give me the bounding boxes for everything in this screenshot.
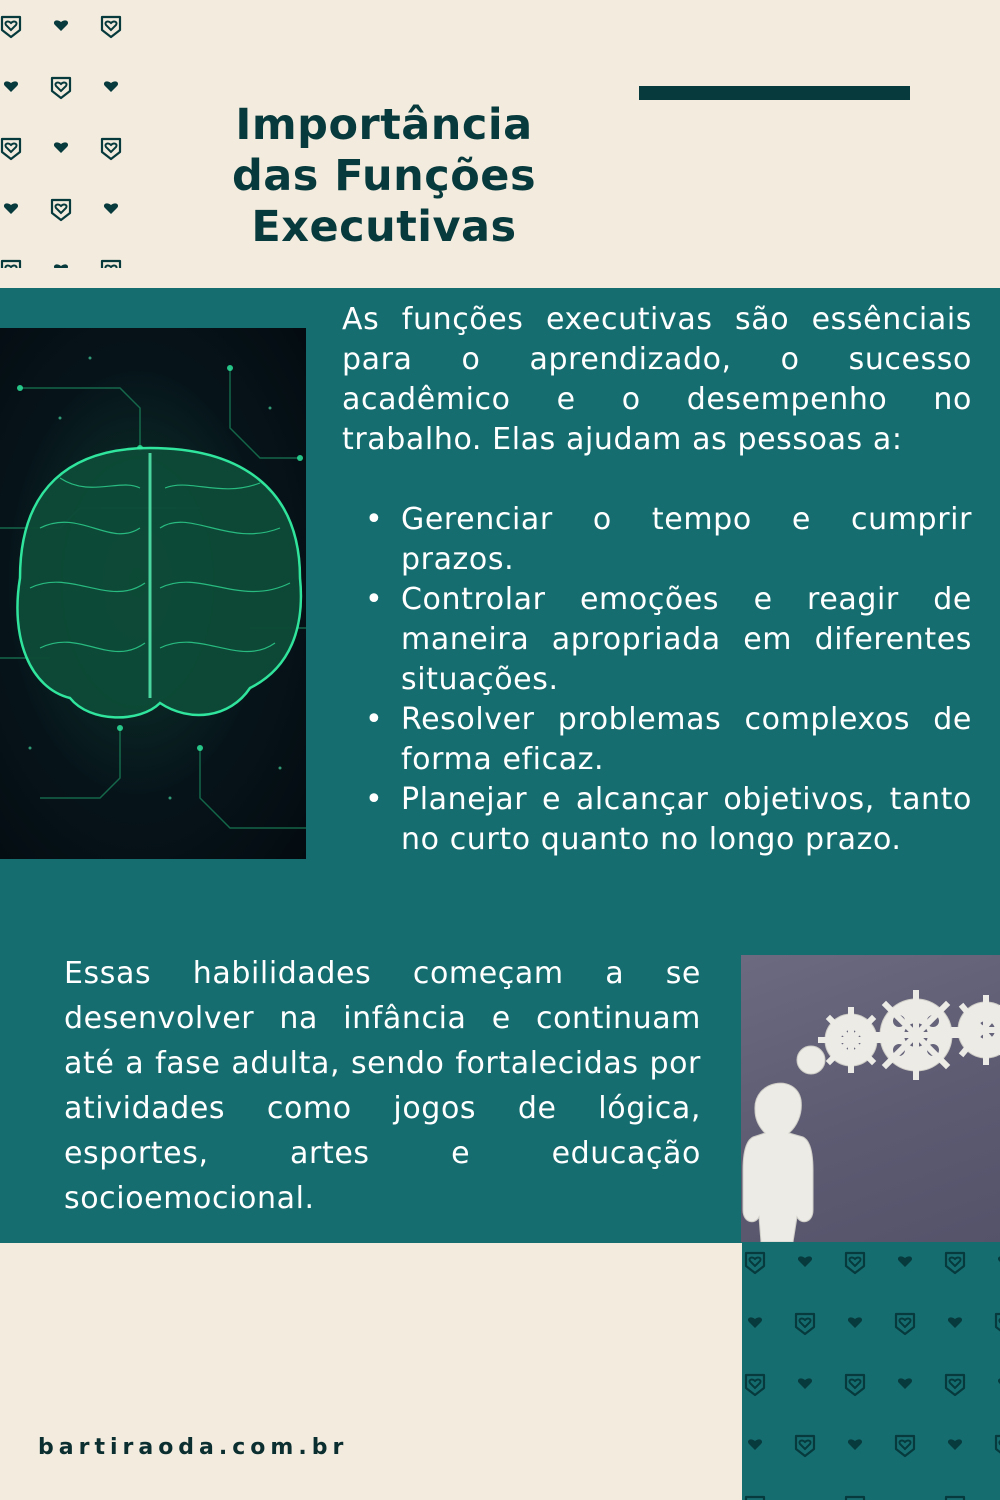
decorative-heart-pattern-bottom	[742, 1242, 1000, 1500]
heart-badge-icon	[896, 1436, 914, 1456]
development-paragraph: Essas habilidades começam a se desenvolver na infância e continuam até a fase adulta, sendo fortalecidas por atividades como jogos de lógica, esportes, artes e educação socioemocional.	[64, 956, 701, 1216]
list-item: • Controlar emoções e reagir de maneira apropriada em diferentes situações.	[401, 580, 972, 700]
heart-icon	[948, 1317, 962, 1328]
intro-paragraph: As funções executivas são essênciais para o aprendizado, o sucesso acadêmico e o desempenho no trabalho. Elas ajudam as pessoas a:	[342, 302, 972, 457]
heart-icon	[948, 1439, 962, 1450]
heart-icon	[798, 1256, 812, 1267]
heart-badge-icon	[52, 78, 70, 98]
heart-icon	[848, 1439, 862, 1450]
heart-badge-icon	[52, 200, 70, 220]
title-line-3: Executivas	[251, 202, 517, 252]
heart-badge-icon	[946, 1253, 964, 1273]
heart-icon	[54, 264, 68, 268]
heart-icon	[4, 203, 18, 214]
list-item: • Planejar e alcançar objetivos, tanto no curto quanto no longo prazo.	[401, 780, 972, 860]
title-accent-bar	[639, 86, 910, 100]
list-item: • Resolver problemas complexos de forma eficaz.	[401, 700, 972, 780]
heart-badge-icon	[896, 1314, 914, 1334]
heart-icon	[898, 1256, 912, 1267]
heart-badge-icon	[102, 261, 120, 268]
heart-badge-icon	[2, 17, 20, 37]
heart-icon	[4, 81, 18, 92]
website-url: bartiraoda.com.br	[38, 1435, 349, 1460]
heart-badge-icon	[846, 1253, 864, 1273]
heart-badge-icon	[746, 1253, 764, 1273]
heart-badge-icon	[2, 139, 20, 159]
heart-badge-icon	[746, 1375, 764, 1395]
heart-icon	[54, 142, 68, 153]
heart-badge-icon	[102, 17, 120, 37]
list-item: • Gerenciar o tempo e cumprir prazos.	[401, 500, 972, 580]
heart-icon	[748, 1439, 762, 1450]
heart-icon	[54, 20, 68, 31]
title-line-1: Importância	[235, 100, 533, 150]
benefits-list	[401, 500, 972, 860]
heart-icon	[898, 1378, 912, 1389]
heart-badge-icon	[2, 261, 20, 268]
heart-icon	[748, 1317, 762, 1328]
brain-circuit-image	[0, 328, 306, 859]
heart-badge-icon	[996, 1314, 1000, 1334]
title-line-2: das Funções	[231, 151, 537, 201]
figure-with-gears-image	[741, 955, 1000, 1242]
decorative-heart-pattern-top	[0, 0, 130, 268]
heart-icon	[848, 1317, 862, 1328]
heart-badge-icon	[796, 1314, 814, 1334]
heart-badge-icon	[796, 1436, 814, 1456]
heart-icon	[798, 1378, 812, 1389]
heart-icon	[104, 81, 118, 92]
heart-badge-icon	[946, 1375, 964, 1395]
heart-badge-icon	[996, 1436, 1000, 1456]
heart-icon	[104, 203, 118, 214]
heart-badge-icon	[846, 1375, 864, 1395]
heart-badge-icon	[102, 139, 120, 159]
page-title	[200, 100, 568, 253]
